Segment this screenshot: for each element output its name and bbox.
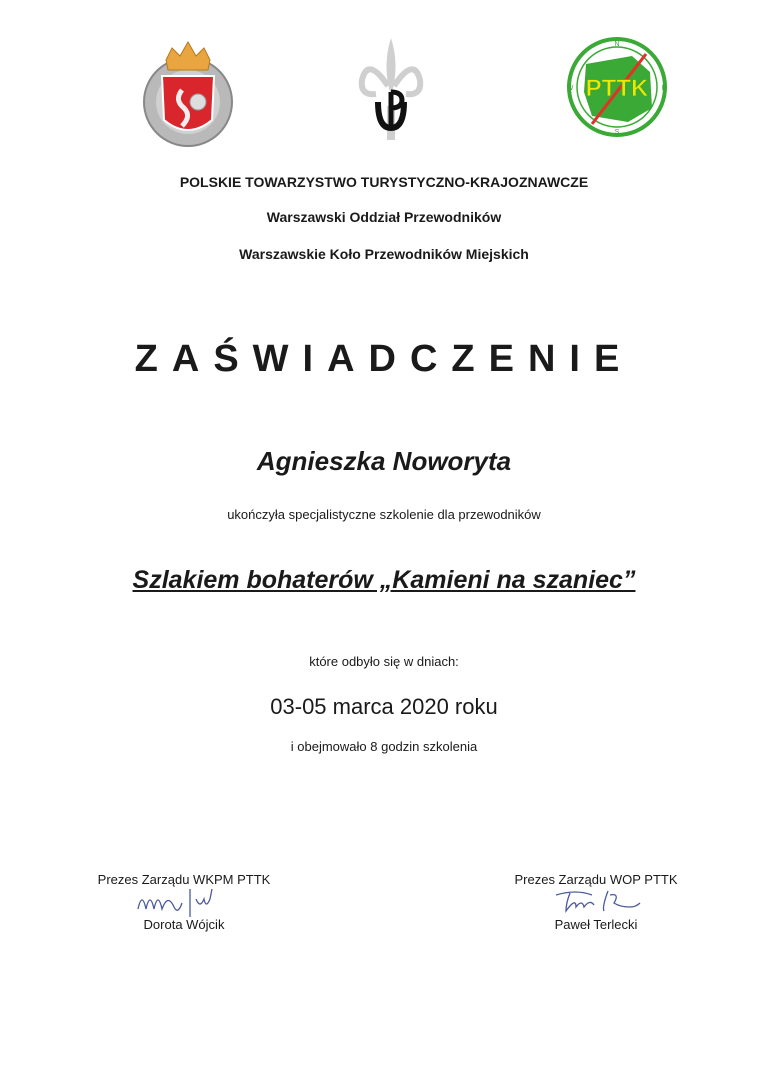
svg-text:N: N: [614, 41, 620, 48]
svg-text:E: E: [661, 85, 667, 92]
hours-text: i obejmowało 8 godzin szkolenia: [290, 739, 478, 754]
handwritten-signature: [526, 887, 666, 917]
recipient-name: Agnieszka Noworyta: [256, 446, 512, 476]
branch-name: Warszawski Oddział Przewodników: [266, 209, 502, 225]
pttk-logo-text: PTTK: [585, 75, 649, 102]
signer-name: Dorota Wójcik: [143, 917, 225, 932]
signer-name: Paweł Terlecki: [554, 917, 638, 932]
svg-text:W: W: [566, 85, 574, 92]
circle-name: Warszawskie Koło Przewodników Miejskich: [239, 246, 529, 262]
warsaw-guide-badge-logo: [132, 30, 244, 150]
completed-text: ukończyła specjalistyczne szkolenie dla przewodników: [227, 507, 541, 522]
polish-underground-state-anchor-logo: [358, 36, 424, 146]
course-name: Szlakiem bohaterów „Kamieni na szaniec”: [132, 566, 636, 594]
signature-block-left: [64, 872, 304, 932]
course-dates: 03-05 marca 2020 roku: [270, 694, 498, 719]
signer-role: Prezes Zarządu WKPM PTTK: [97, 872, 271, 887]
svg-text:S: S: [614, 129, 620, 136]
pttk-compass-logo: [562, 34, 672, 140]
signature-block-right: [476, 872, 716, 932]
certificate-title: ZAŚWIADCZENIE: [134, 338, 634, 380]
organization-name: POLSKIE TOWARZYSTWO TURYSTYCZNO-KRAJOZNAWCZE: [179, 174, 589, 190]
handwritten-signature: [124, 887, 244, 917]
signer-role: Prezes Zarządu WOP PTTK: [514, 872, 678, 887]
held-text: które odbyło się w dniach:: [309, 654, 459, 669]
